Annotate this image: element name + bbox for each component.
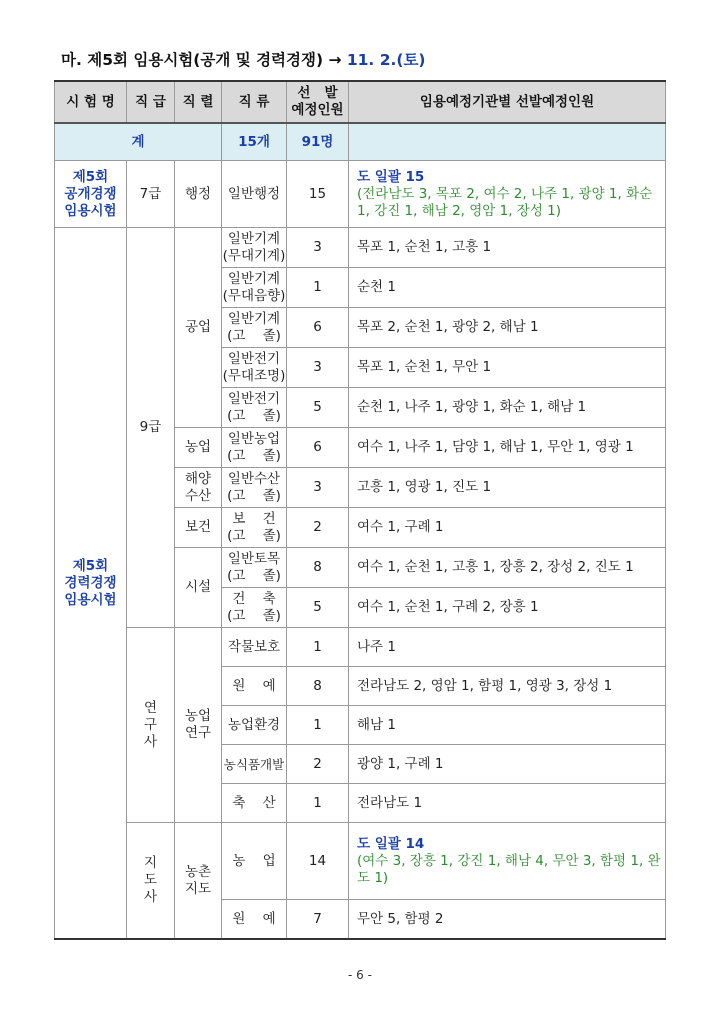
exam-date: 11. 2.(토)	[346, 51, 426, 69]
agencies-cell: 전라남도 2, 영암 1, 함평 1, 영광 3, 장성 1	[349, 667, 666, 706]
category-cell: 일반전기 (고 졸)	[222, 388, 287, 428]
series-facility: 시설	[175, 548, 222, 628]
count-cell: 8	[287, 548, 349, 588]
agencies-cell: 순천 1, 나주 1, 광양 1, 화순 1, 해남 1	[349, 388, 666, 428]
header-category: 직 류	[222, 81, 287, 123]
count-cell: 3	[287, 468, 349, 508]
count-cell: 5	[287, 388, 349, 428]
count-cell: 1	[287, 784, 349, 823]
page-number: - 6 -	[348, 968, 372, 982]
grade-research: 연 구 사	[127, 628, 175, 823]
header-row	[55, 81, 666, 123]
header-agencies: 임용예정기관별 선발예정인원	[349, 81, 666, 123]
category-cell: 건 축 (고 졸)	[222, 588, 287, 628]
agencies-cell: 전라남도 1	[349, 784, 666, 823]
agencies-cell: 여수 1, 구례 1	[349, 508, 666, 548]
category-cell: 보 건 (고 졸)	[222, 508, 287, 548]
agencies-cell: 목포 1, 순천 1, 고흥 1	[349, 228, 666, 268]
category-cell: 일반기계 (무대기계)	[222, 228, 287, 268]
agencies-cell: 여수 1, 순천 1, 구례 2, 장흥 1	[349, 588, 666, 628]
category-cell: 농업환경	[222, 706, 287, 745]
series-rural-guide: 농촌 지도	[175, 823, 222, 940]
count-cell: 5	[287, 588, 349, 628]
category-cell: 작물보호	[222, 628, 287, 667]
recruitment-table	[54, 80, 666, 940]
open-exam-name: 제5회 공개경쟁 임용시험	[55, 161, 127, 228]
total-label: 계	[55, 123, 222, 161]
category-cell: 농 업	[222, 823, 287, 900]
count-cell: 3	[287, 348, 349, 388]
open-exam-grade: 7급	[127, 161, 175, 228]
series-engineering: 공업	[175, 228, 222, 428]
count-cell: 7	[287, 900, 349, 940]
agencies-cell: 여수 1, 순천 1, 고흥 1, 장흥 2, 장성 2, 진도 1	[349, 548, 666, 588]
heading-prefix: 마. 제5회 임용시험(공개 및 경력경쟁) →	[61, 51, 347, 69]
agencies-cell: 나주 1	[349, 628, 666, 667]
category-cell: 일반기계 (고 졸)	[222, 308, 287, 348]
category-cell: 원 예	[222, 900, 287, 940]
career-exam-name: 제5회 경력경쟁 임용시험	[55, 228, 127, 940]
agencies-cell: 광양 1, 구례 1	[349, 745, 666, 784]
category-cell: 일반토목 (고 졸)	[222, 548, 287, 588]
header-planned: 선 발 예정인원	[287, 81, 349, 123]
count-cell: 3	[287, 228, 349, 268]
category-cell: 일반수산 (고 졸)	[222, 468, 287, 508]
open-exam-category: 일반행정	[222, 161, 287, 228]
series-ag-research: 농업 연구	[175, 628, 222, 823]
header-exam: 시 험 명	[55, 81, 127, 123]
agencies-cell: 목포 1, 순천 1, 무안 1	[349, 348, 666, 388]
grade-guide: 지 도 사	[127, 823, 175, 940]
count-cell: 1	[287, 706, 349, 745]
grade-9: 9급	[127, 228, 175, 628]
header-grade: 직 급	[127, 81, 175, 123]
table-row	[55, 228, 666, 268]
agencies-cell: 여수 1, 나주 1, 담양 1, 해남 1, 무안 1, 영광 1	[349, 428, 666, 468]
category-cell: 일반농업 (고 졸)	[222, 428, 287, 468]
table-row	[55, 823, 666, 900]
count-cell: 8	[287, 667, 349, 706]
category-cell: 일반전기 (무대조명)	[222, 348, 287, 388]
agencies-cell: 순천 1	[349, 268, 666, 308]
section-heading	[61, 48, 426, 70]
agencies-cell: 목포 2, 순천 1, 광양 2, 해남 1	[349, 308, 666, 348]
count-cell: 6	[287, 308, 349, 348]
agencies-cell: 해남 1	[349, 706, 666, 745]
count-cell: 2	[287, 508, 349, 548]
total-row	[55, 123, 666, 161]
table-row	[55, 161, 666, 228]
open-exam-agencies: 도 일괄 15 (전라남도 3, 목포 2, 여수 2, 나주 1, 광양 1, 화순 1, 강진 1, 해남 2, 영암 1, 장성 1)	[349, 161, 666, 228]
header-series: 직 렬	[175, 81, 222, 123]
category-cell: 축 산	[222, 784, 287, 823]
open-exam-count: 15	[287, 161, 349, 228]
count-cell: 2	[287, 745, 349, 784]
category-cell: 일반기계 (무대음향)	[222, 268, 287, 308]
total-count: 91명	[287, 123, 349, 161]
total-categories: 15개	[222, 123, 287, 161]
category-cell: 원 예	[222, 667, 287, 706]
count-cell: 6	[287, 428, 349, 468]
agencies-cell: 무안 5, 함평 2	[349, 900, 666, 940]
agencies-cell: 도 일괄 14 (여수 3, 장흥 1, 강진 1, 해남 4, 무안 3, 함평 1, 완도 1)	[349, 823, 666, 900]
agencies-cell: 고흥 1, 영광 1, 진도 1	[349, 468, 666, 508]
count-cell: 14	[287, 823, 349, 900]
open-exam-series: 행정	[175, 161, 222, 228]
count-cell: 1	[287, 628, 349, 667]
table-row	[55, 628, 666, 667]
series-health: 보건	[175, 508, 222, 548]
series-agriculture: 농업	[175, 428, 222, 468]
count-cell: 1	[287, 268, 349, 308]
category-cell: 농식품개발	[222, 745, 287, 784]
series-marine: 해양 수산	[175, 468, 222, 508]
